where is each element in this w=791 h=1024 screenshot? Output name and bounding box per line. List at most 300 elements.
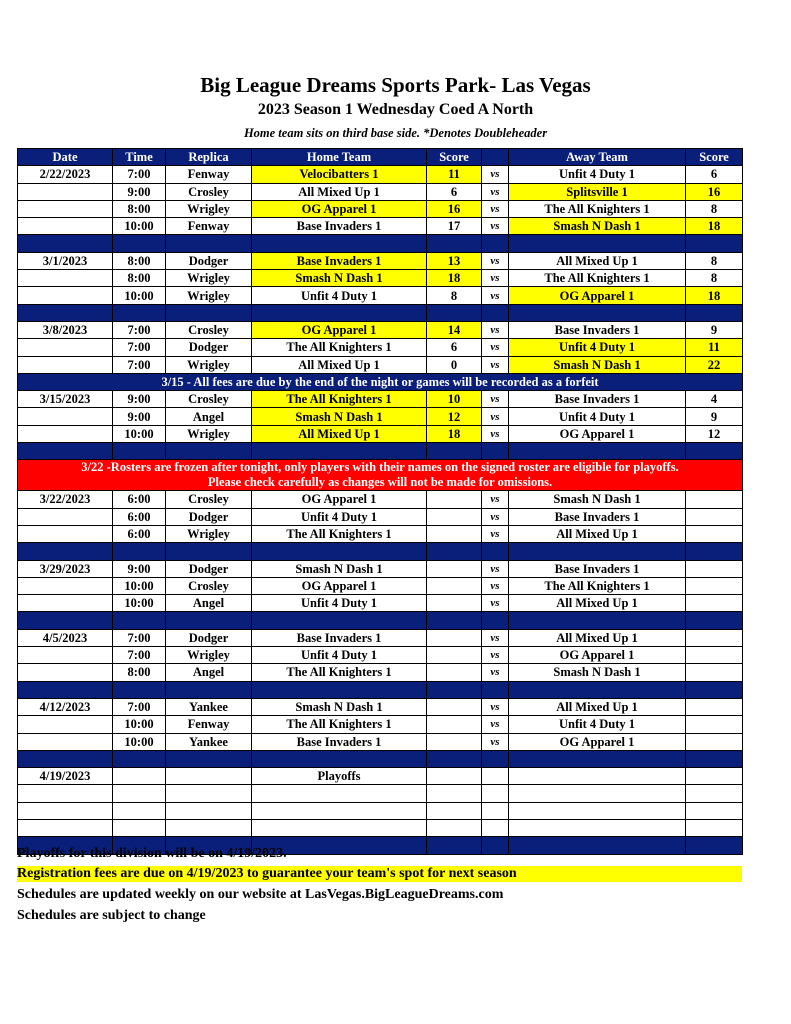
game-time: 9:00 bbox=[113, 183, 166, 200]
schedule-body bbox=[18, 166, 743, 854]
home-team: The All Knighters 1 bbox=[252, 716, 427, 733]
separator-cell bbox=[509, 443, 686, 460]
separator-cell bbox=[18, 681, 113, 698]
home-score bbox=[427, 768, 482, 785]
vs-label: vs bbox=[482, 183, 509, 200]
game-row bbox=[18, 356, 743, 373]
game-row bbox=[18, 577, 743, 594]
game-field: Crosley bbox=[166, 321, 252, 338]
game-row bbox=[18, 183, 743, 200]
game-date bbox=[18, 664, 113, 681]
game-date bbox=[18, 577, 113, 594]
header-replica: Replica bbox=[166, 149, 252, 166]
game-date bbox=[18, 802, 113, 819]
vs-label: vs bbox=[482, 218, 509, 235]
separator-cell bbox=[166, 304, 252, 321]
away-score: 8 bbox=[686, 200, 743, 217]
away-team: All Mixed Up 1 bbox=[509, 252, 686, 269]
home-score: 18 bbox=[427, 425, 482, 442]
away-team bbox=[509, 768, 686, 785]
game-date bbox=[18, 716, 113, 733]
vs-label: vs bbox=[482, 270, 509, 287]
away-team: Base Invaders 1 bbox=[509, 391, 686, 408]
game-row bbox=[18, 525, 743, 542]
separator-cell bbox=[427, 304, 482, 321]
game-field: Wrigley bbox=[166, 270, 252, 287]
game-field: Crosley bbox=[166, 391, 252, 408]
schedule-change-notice: Schedules are subject to change bbox=[17, 908, 206, 923]
game-date bbox=[18, 785, 113, 802]
game-date: 2/22/2023 bbox=[18, 166, 113, 183]
game-field: Wrigley bbox=[166, 287, 252, 304]
separator-cell bbox=[113, 235, 166, 252]
home-score: 10 bbox=[427, 391, 482, 408]
game-field: Wrigley bbox=[166, 200, 252, 217]
vs-label bbox=[482, 768, 509, 785]
away-score bbox=[686, 664, 743, 681]
game-field bbox=[166, 819, 252, 836]
game-row bbox=[18, 425, 743, 442]
vs-label: vs bbox=[482, 491, 509, 508]
game-date: 3/1/2023 bbox=[18, 252, 113, 269]
away-team bbox=[509, 785, 686, 802]
separator-cell bbox=[166, 612, 252, 629]
separator-cell bbox=[509, 543, 686, 560]
vs-label: vs bbox=[482, 629, 509, 646]
vs-label: vs bbox=[482, 339, 509, 356]
game-field: Angel bbox=[166, 595, 252, 612]
away-score bbox=[686, 647, 743, 664]
game-time: 7:00 bbox=[113, 321, 166, 338]
separator-cell bbox=[113, 304, 166, 321]
home-team: OG Apparel 1 bbox=[252, 491, 427, 508]
game-row bbox=[18, 508, 743, 525]
separator-cell bbox=[482, 304, 509, 321]
home-team: Base Invaders 1 bbox=[252, 733, 427, 750]
home-score bbox=[427, 785, 482, 802]
header-home-team: Home Team bbox=[252, 149, 427, 166]
separator-cell bbox=[113, 543, 166, 560]
separator-cell bbox=[482, 612, 509, 629]
game-time: 7:00 bbox=[113, 339, 166, 356]
vs-label: vs bbox=[482, 391, 509, 408]
game-date bbox=[18, 733, 113, 750]
game-field: Crosley bbox=[166, 183, 252, 200]
separator-cell bbox=[427, 681, 482, 698]
away-score bbox=[686, 595, 743, 612]
separator-row bbox=[18, 543, 743, 560]
home-team: The All Knighters 1 bbox=[252, 339, 427, 356]
game-time bbox=[113, 768, 166, 785]
separator-row bbox=[18, 681, 743, 698]
separator-cell bbox=[427, 750, 482, 767]
home-score bbox=[427, 629, 482, 646]
game-row bbox=[18, 716, 743, 733]
header-away-score: Score bbox=[686, 149, 743, 166]
separator-cell bbox=[509, 612, 686, 629]
separator-cell bbox=[482, 443, 509, 460]
game-row bbox=[18, 491, 743, 508]
home-team bbox=[252, 819, 427, 836]
away-team: Smash N Dash 1 bbox=[509, 356, 686, 373]
separator-cell bbox=[482, 681, 509, 698]
game-time: 10:00 bbox=[113, 595, 166, 612]
home-team: Playoffs bbox=[252, 768, 427, 785]
away-team bbox=[509, 819, 686, 836]
game-field: Wrigley bbox=[166, 525, 252, 542]
home-team: Unfit 4 Duty 1 bbox=[252, 595, 427, 612]
away-team: OG Apparel 1 bbox=[509, 287, 686, 304]
game-row bbox=[18, 270, 743, 287]
game-row bbox=[18, 252, 743, 269]
roster-alert-line1: 3/22 -Rosters are frozen after tonight, only players with their names on the signed roster are eligible for playoffs. bbox=[81, 460, 679, 475]
home-score: 16 bbox=[427, 200, 482, 217]
separator-cell bbox=[686, 837, 743, 854]
game-row bbox=[18, 647, 743, 664]
game-time: 10:00 bbox=[113, 218, 166, 235]
vs-label: vs bbox=[482, 508, 509, 525]
home-score bbox=[427, 508, 482, 525]
game-row bbox=[18, 391, 743, 408]
vs-label: vs bbox=[482, 595, 509, 612]
home-score bbox=[427, 733, 482, 750]
vs-label: vs bbox=[482, 287, 509, 304]
away-team: Smash N Dash 1 bbox=[509, 218, 686, 235]
page-subtitle: 2023 Season 1 Wednesday Coed A North bbox=[257, 101, 534, 118]
game-time: 8:00 bbox=[113, 270, 166, 287]
home-team: The All Knighters 1 bbox=[252, 525, 427, 542]
game-row bbox=[18, 664, 743, 681]
game-date bbox=[18, 218, 113, 235]
playoffs-notice: Playoffs for this division will be on 4/19/2023. bbox=[17, 846, 287, 861]
home-score: 0 bbox=[427, 356, 482, 373]
separator-cell bbox=[427, 612, 482, 629]
game-date bbox=[18, 508, 113, 525]
vs-label: vs bbox=[482, 664, 509, 681]
game-field: Dodger bbox=[166, 629, 252, 646]
home-team: All Mixed Up 1 bbox=[252, 356, 427, 373]
game-time bbox=[113, 785, 166, 802]
game-row bbox=[18, 408, 743, 425]
vs-label bbox=[482, 819, 509, 836]
game-field: Wrigley bbox=[166, 425, 252, 442]
game-date bbox=[18, 525, 113, 542]
website-notice: Schedules are updated weekly on our website at LasVegas.BigLeagueDreams.com bbox=[17, 887, 504, 902]
header-away-team: Away Team bbox=[509, 149, 686, 166]
vs-label: vs bbox=[482, 356, 509, 373]
away-team: Splitsville 1 bbox=[509, 183, 686, 200]
game-time: 8:00 bbox=[113, 664, 166, 681]
away-score bbox=[686, 525, 743, 542]
game-field: Yankee bbox=[166, 698, 252, 715]
home-score bbox=[427, 716, 482, 733]
vs-label: vs bbox=[482, 560, 509, 577]
game-row bbox=[18, 629, 743, 646]
separator-cell bbox=[482, 235, 509, 252]
separator-cell bbox=[482, 750, 509, 767]
home-team: OG Apparel 1 bbox=[252, 321, 427, 338]
header-vs bbox=[482, 149, 509, 166]
game-field: Dodger bbox=[166, 339, 252, 356]
separator-cell bbox=[509, 304, 686, 321]
home-team: Base Invaders 1 bbox=[252, 218, 427, 235]
away-score: 16 bbox=[686, 183, 743, 200]
game-time: 7:00 bbox=[113, 629, 166, 646]
game-field bbox=[166, 768, 252, 785]
away-score: 9 bbox=[686, 408, 743, 425]
game-field: Fenway bbox=[166, 166, 252, 183]
registration-notice: Registration fees are due on 4/19/2023 to guarantee your team's spot for next season bbox=[17, 866, 742, 882]
away-team: Unfit 4 Duty 1 bbox=[509, 339, 686, 356]
home-score: 8 bbox=[427, 287, 482, 304]
away-score: 8 bbox=[686, 252, 743, 269]
home-team: The All Knighters 1 bbox=[252, 391, 427, 408]
home-team: Smash N Dash 1 bbox=[252, 560, 427, 577]
away-team: Base Invaders 1 bbox=[509, 508, 686, 525]
away-team: Base Invaders 1 bbox=[509, 321, 686, 338]
home-score: 6 bbox=[427, 339, 482, 356]
home-team: Smash N Dash 1 bbox=[252, 408, 427, 425]
separator-cell bbox=[252, 681, 427, 698]
schedule-table bbox=[17, 148, 743, 855]
header-home-score: Score bbox=[427, 149, 482, 166]
separator-cell bbox=[482, 543, 509, 560]
game-field: Fenway bbox=[166, 716, 252, 733]
away-score bbox=[686, 716, 743, 733]
separator-cell bbox=[166, 543, 252, 560]
game-date: 4/12/2023 bbox=[18, 698, 113, 715]
separator-cell bbox=[509, 837, 686, 854]
separator-cell bbox=[252, 443, 427, 460]
vs-label bbox=[482, 802, 509, 819]
home-team-note: Home team sits on third base side. *Denotes Doubleheader bbox=[243, 126, 548, 140]
header-time: Time bbox=[113, 149, 166, 166]
game-date: 4/19/2023 bbox=[18, 768, 113, 785]
home-score: 14 bbox=[427, 321, 482, 338]
home-score bbox=[427, 525, 482, 542]
vs-label: vs bbox=[482, 425, 509, 442]
home-score bbox=[427, 819, 482, 836]
away-score: 11 bbox=[686, 339, 743, 356]
game-field: Wrigley bbox=[166, 356, 252, 373]
game-time: 9:00 bbox=[113, 560, 166, 577]
home-team: OG Apparel 1 bbox=[252, 577, 427, 594]
vs-label: vs bbox=[482, 525, 509, 542]
game-date: 4/5/2023 bbox=[18, 629, 113, 646]
home-score: 11 bbox=[427, 166, 482, 183]
game-date bbox=[18, 595, 113, 612]
vs-label: vs bbox=[482, 252, 509, 269]
game-date bbox=[18, 819, 113, 836]
separator-cell bbox=[427, 837, 482, 854]
game-field: Angel bbox=[166, 664, 252, 681]
game-date: 3/8/2023 bbox=[18, 321, 113, 338]
home-team bbox=[252, 785, 427, 802]
game-time: 6:00 bbox=[113, 508, 166, 525]
away-score bbox=[686, 508, 743, 525]
away-team: The All Knighters 1 bbox=[509, 270, 686, 287]
home-team: All Mixed Up 1 bbox=[252, 425, 427, 442]
separator-cell bbox=[252, 235, 427, 252]
separator-cell bbox=[427, 543, 482, 560]
home-team bbox=[252, 802, 427, 819]
away-score: 18 bbox=[686, 287, 743, 304]
away-score bbox=[686, 785, 743, 802]
game-row bbox=[18, 287, 743, 304]
separator-cell bbox=[113, 681, 166, 698]
game-row bbox=[18, 785, 743, 802]
home-score bbox=[427, 560, 482, 577]
separator-cell bbox=[18, 235, 113, 252]
away-team: The All Knighters 1 bbox=[509, 577, 686, 594]
separator-row bbox=[18, 235, 743, 252]
home-team: Base Invaders 1 bbox=[252, 252, 427, 269]
game-row bbox=[18, 595, 743, 612]
header-date: Date bbox=[18, 149, 113, 166]
game-time: 7:00 bbox=[113, 647, 166, 664]
game-date: 3/22/2023 bbox=[18, 491, 113, 508]
home-score bbox=[427, 491, 482, 508]
game-time: 8:00 bbox=[113, 252, 166, 269]
away-score: 18 bbox=[686, 218, 743, 235]
separator-cell bbox=[18, 443, 113, 460]
away-score: 6 bbox=[686, 166, 743, 183]
game-date bbox=[18, 647, 113, 664]
separator-cell bbox=[18, 543, 113, 560]
home-score bbox=[427, 698, 482, 715]
home-score: 6 bbox=[427, 183, 482, 200]
separator-cell bbox=[113, 750, 166, 767]
separator-cell bbox=[427, 235, 482, 252]
game-date bbox=[18, 200, 113, 217]
separator-cell bbox=[252, 543, 427, 560]
separator-cell bbox=[113, 612, 166, 629]
home-team: Smash N Dash 1 bbox=[252, 698, 427, 715]
game-date bbox=[18, 270, 113, 287]
game-field: Dodger bbox=[166, 560, 252, 577]
game-row bbox=[18, 802, 743, 819]
home-team: Smash N Dash 1 bbox=[252, 270, 427, 287]
away-score: 22 bbox=[686, 356, 743, 373]
game-time: 10:00 bbox=[113, 716, 166, 733]
away-team: All Mixed Up 1 bbox=[509, 698, 686, 715]
separator-cell bbox=[113, 443, 166, 460]
game-row bbox=[18, 768, 743, 785]
roster-alert bbox=[18, 460, 743, 491]
away-score bbox=[686, 577, 743, 594]
game-time: 10:00 bbox=[113, 577, 166, 594]
game-field: Crosley bbox=[166, 577, 252, 594]
separator-cell bbox=[509, 681, 686, 698]
game-time: 7:00 bbox=[113, 698, 166, 715]
vs-label: vs bbox=[482, 166, 509, 183]
away-team: Smash N Dash 1 bbox=[509, 491, 686, 508]
away-score bbox=[686, 560, 743, 577]
game-time: 10:00 bbox=[113, 425, 166, 442]
away-team: OG Apparel 1 bbox=[509, 647, 686, 664]
vs-label: vs bbox=[482, 200, 509, 217]
game-date bbox=[18, 356, 113, 373]
game-date bbox=[18, 408, 113, 425]
game-field: Wrigley bbox=[166, 647, 252, 664]
roster-alert-row bbox=[18, 460, 743, 491]
away-score bbox=[686, 802, 743, 819]
game-time: 7:00 bbox=[113, 166, 166, 183]
game-row bbox=[18, 819, 743, 836]
vs-label: vs bbox=[482, 321, 509, 338]
separator-cell bbox=[166, 235, 252, 252]
away-score bbox=[686, 629, 743, 646]
schedule-header-row bbox=[18, 149, 743, 166]
vs-label: vs bbox=[482, 647, 509, 664]
home-score bbox=[427, 577, 482, 594]
separator-cell bbox=[509, 750, 686, 767]
away-score bbox=[686, 768, 743, 785]
home-score: 13 bbox=[427, 252, 482, 269]
game-date bbox=[18, 183, 113, 200]
game-field: Crosley bbox=[166, 491, 252, 508]
separator-cell bbox=[686, 750, 743, 767]
game-time: 8:00 bbox=[113, 200, 166, 217]
home-score: 17 bbox=[427, 218, 482, 235]
away-score bbox=[686, 698, 743, 715]
vs-label: vs bbox=[482, 408, 509, 425]
away-score bbox=[686, 819, 743, 836]
separator-row bbox=[18, 612, 743, 629]
away-team: All Mixed Up 1 bbox=[509, 629, 686, 646]
separator-cell bbox=[18, 750, 113, 767]
home-team: Velocibatters 1 bbox=[252, 166, 427, 183]
game-date: 3/29/2023 bbox=[18, 560, 113, 577]
game-time: 10:00 bbox=[113, 287, 166, 304]
vs-label: vs bbox=[482, 733, 509, 750]
vs-label bbox=[482, 785, 509, 802]
game-date: 3/15/2023 bbox=[18, 391, 113, 408]
game-row bbox=[18, 321, 743, 338]
away-team: OG Apparel 1 bbox=[509, 425, 686, 442]
home-team: The All Knighters 1 bbox=[252, 664, 427, 681]
notice-row bbox=[18, 373, 743, 390]
away-team: All Mixed Up 1 bbox=[509, 525, 686, 542]
home-team: Unfit 4 Duty 1 bbox=[252, 287, 427, 304]
vs-label: vs bbox=[482, 698, 509, 715]
separator-cell bbox=[686, 304, 743, 321]
separator-cell bbox=[686, 681, 743, 698]
away-team bbox=[509, 802, 686, 819]
separator-cell bbox=[166, 750, 252, 767]
roster-alert-line2: Please check carefully as changes will not be made for omissions. bbox=[207, 475, 553, 490]
away-team: Smash N Dash 1 bbox=[509, 664, 686, 681]
game-row bbox=[18, 560, 743, 577]
game-time: 7:00 bbox=[113, 356, 166, 373]
home-score bbox=[427, 647, 482, 664]
separator-cell bbox=[252, 612, 427, 629]
game-field: Dodger bbox=[166, 508, 252, 525]
separator-row bbox=[18, 443, 743, 460]
away-team: All Mixed Up 1 bbox=[509, 595, 686, 612]
home-team: Base Invaders 1 bbox=[252, 629, 427, 646]
game-field bbox=[166, 785, 252, 802]
home-team: Unfit 4 Duty 1 bbox=[252, 508, 427, 525]
vs-label: vs bbox=[482, 716, 509, 733]
separator-cell bbox=[686, 543, 743, 560]
game-time: 6:00 bbox=[113, 525, 166, 542]
separator-cell bbox=[252, 750, 427, 767]
game-row bbox=[18, 698, 743, 715]
home-team: OG Apparel 1 bbox=[252, 200, 427, 217]
separator-cell bbox=[509, 235, 686, 252]
separator-cell bbox=[252, 304, 427, 321]
